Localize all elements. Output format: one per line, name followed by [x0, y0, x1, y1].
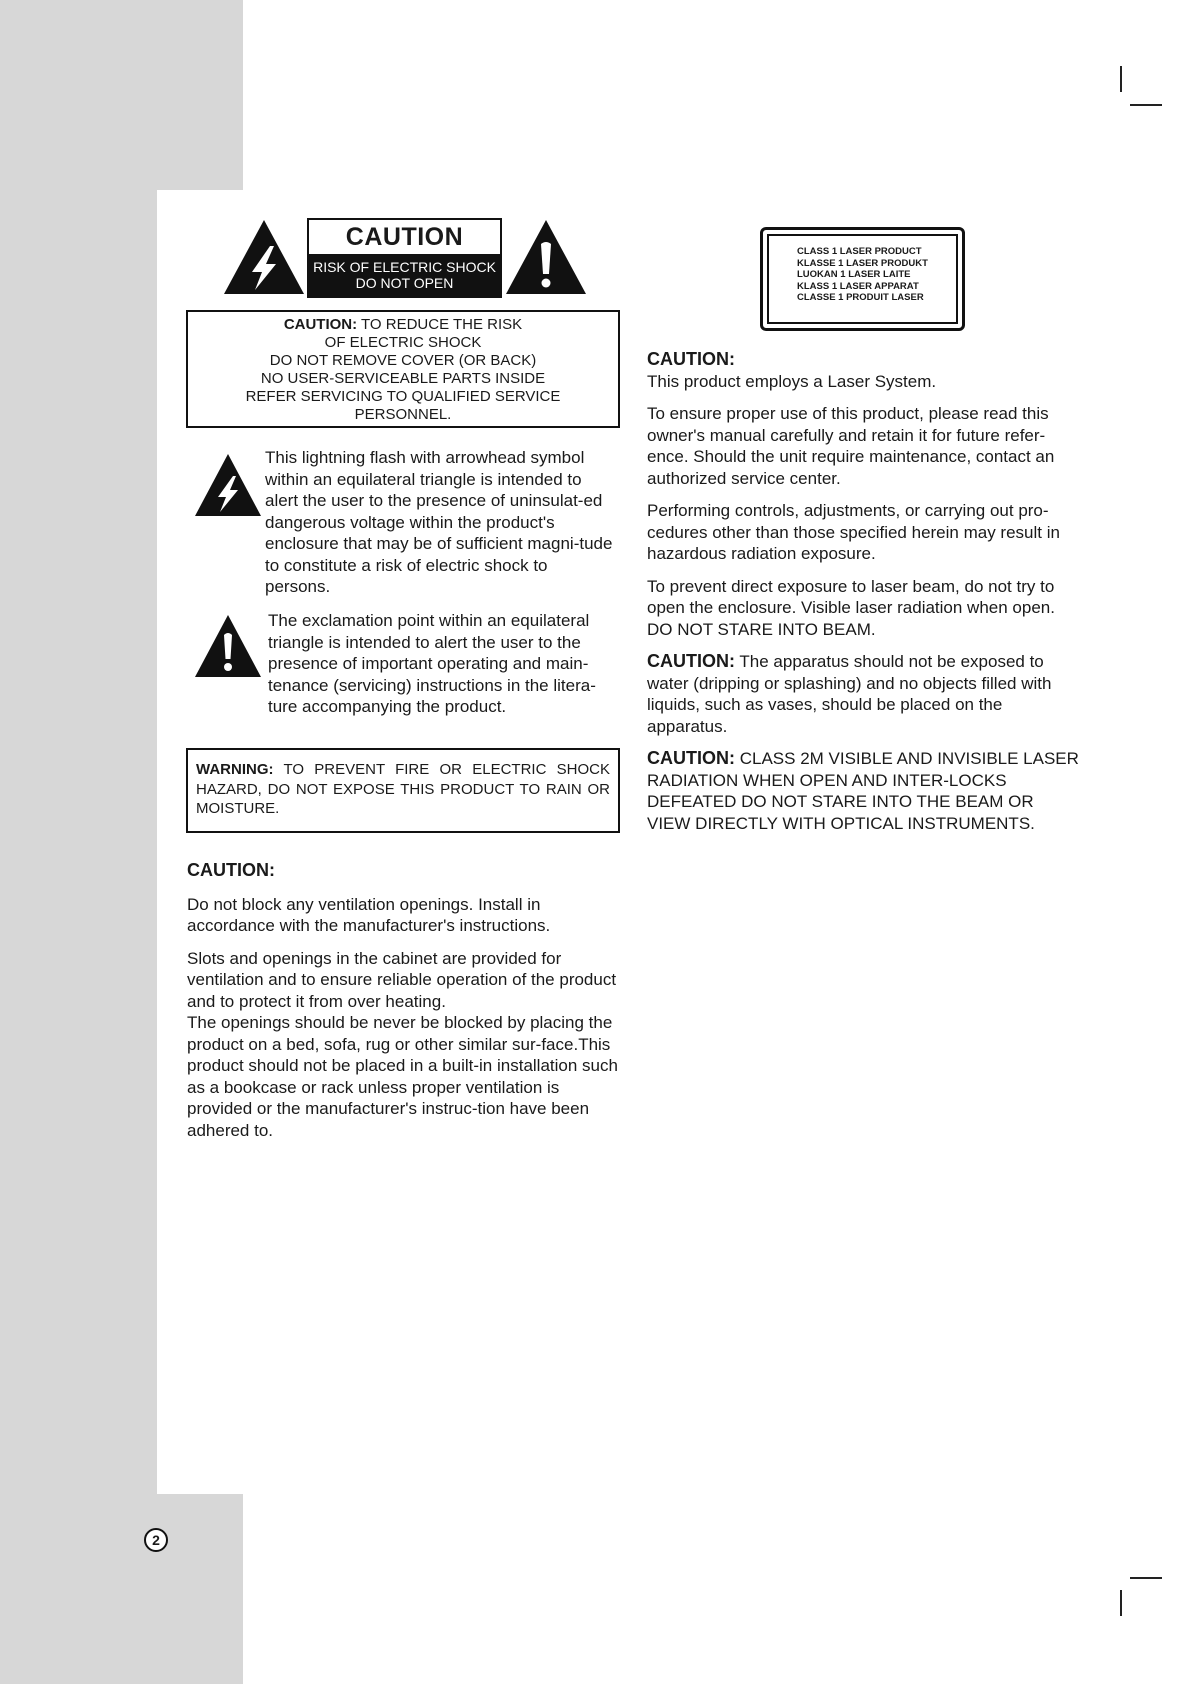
lightning-symbol-text: This lightning flash with arrowhead symbol within an equilateral triangle is intended to alert the user to the presence of uninsulat-ed dangerous voltage within the product's enclosure that may be of sufficient magni-tude to constitute a risk of electric shock to persons. — [265, 448, 613, 596]
gray-margin-top — [0, 0, 243, 190]
laser-label-line-1: CLASS 1 LASER PRODUCT — [797, 246, 922, 257]
right-p5 — [647, 748, 1079, 834]
right-p4-text: The apparatus should not be exposed to water (dripping or splashing) and no objects filled with liquids, such as vases, should be placed on the apparatus. — [647, 652, 1052, 736]
crop-mark-bottom-vertical — [1120, 1590, 1122, 1616]
risk-line-3: DO NOT REMOVE COVER (OR BACK) — [269, 352, 537, 369]
exclamation-symbol-icon — [193, 613, 263, 679]
left-caution-p2b: The openings should be never be blocked by placing the product on a bed, sofa, rug or other similar sur-face.This product should not be placed in a built-in installation such as a bookcase or rack unless proper ventilation is provided or the manufacturer's instruc-tion have been adhered to. — [187, 1013, 618, 1140]
exclamation-triangle-icon — [504, 218, 588, 296]
right-p4-label: CAUTION: — [647, 651, 735, 671]
exclamation-symbol-text: The exclamation point within an equilateral triangle is intended to alert the user to the presence of important operating and main-tenance (servicing) instructions in the litera-ture accompanying the product. — [268, 611, 596, 716]
caution-sub-line-2: DO NOT OPEN — [355, 275, 454, 291]
risk-line-5: REFER SERVICING TO QUALIFIED SERVICE — [245, 388, 561, 405]
laser-label-line-2: KLASSE 1 LASER PRODUKT — [797, 257, 928, 269]
right-caution-section — [647, 349, 1079, 845]
lightning-triangle-icon — [222, 218, 306, 296]
left-caution-p2a: Slots and openings in the cabinet are provided for ventilation and to ensure reliable operation of the product and to protect it from over heating. — [187, 948, 617, 1011]
right-p5-label: CAUTION: — [647, 748, 735, 768]
caution-subtitle — [309, 254, 500, 296]
gray-margin-left — [0, 190, 157, 1494]
risk-line-4: NO USER-SERVICEABLE PARTS INSIDE — [260, 370, 546, 387]
laser-label-line-3: LUOKAN 1 LASER LAITE — [797, 269, 911, 280]
risk-label: CAUTION: — [283, 316, 358, 333]
right-p5-text: CLASS 2M VISIBLE AND INVISIBLE LASER RADIATION WHEN OPEN AND INTER-LOCKS DEFEATED DO NOT STARE INTO THE BEAM OR VIEW DIRECTLY WITH OPTICAL INSTRUMENTS. — [647, 749, 1079, 833]
crop-mark-bottom-horizontal — [1130, 1577, 1162, 1579]
right-caution-heading: CAUTION: — [647, 349, 735, 369]
left-caution-p1: Do not block any ventilation openings. Install in accordance with the manufacturer's instructions. — [187, 894, 551, 935]
risk-line-1-text: TO REDUCE THE RISK — [357, 316, 523, 333]
crop-mark-top-vertical — [1120, 66, 1122, 92]
caution-sub-line-1: RISK OF ELECTRIC SHOCK — [313, 259, 496, 275]
right-p4 — [647, 651, 1079, 737]
caution-title: CAUTION — [345, 223, 464, 251]
right-p3: To prevent direct exposure to laser beam, do not try to open the enclosure. Visible laser radiation when open. DO NOT STARE INTO BEAM. — [647, 576, 1055, 639]
lightning-symbol-icon — [193, 452, 263, 518]
page-number: 2 — [144, 1528, 168, 1552]
laser-label-line-4: KLASS 1 LASER APPARAT — [797, 280, 919, 292]
left-caution-heading: CAUTION: — [187, 860, 275, 880]
laser-label-line-5: CLASSE 1 PRODUIT LASER — [797, 292, 924, 303]
warning-text: TO PREVENT FIRE OR ELECTRIC SHOCK HAZARD, DO NOT EXPOSE THIS PRODUCT TO RAIN OR MOISTURE. — [196, 761, 610, 817]
gray-margin-bottom — [0, 1494, 243, 1684]
right-p1: To ensure proper use of this product, please read this owner's manual carefully and retain it for future refer-ence. Should the unit require maintenance, contact an authorized service center. — [647, 404, 1055, 488]
right-p2: Performing controls, adjustments, or carrying out pro-cedures other than those specified herein may result in hazardous radiation exposure. — [647, 501, 1060, 563]
risk-notice-box — [186, 310, 620, 428]
warning-label: WARNING: — [196, 761, 274, 778]
risk-line-2: OF ELECTRIC SHOCK — [324, 334, 482, 351]
risk-line-1 — [188, 316, 618, 334]
crop-mark-top-horizontal — [1130, 104, 1162, 106]
left-caution-section — [187, 860, 619, 1152]
caution-label-box — [307, 218, 502, 298]
right-p0: This product employs a Laser System. — [647, 371, 937, 391]
laser-class-label-inner — [767, 234, 958, 324]
laser-class-label — [760, 227, 965, 331]
warning-box — [186, 748, 620, 833]
risk-line-6: PERSONNEL. — [354, 406, 452, 423]
